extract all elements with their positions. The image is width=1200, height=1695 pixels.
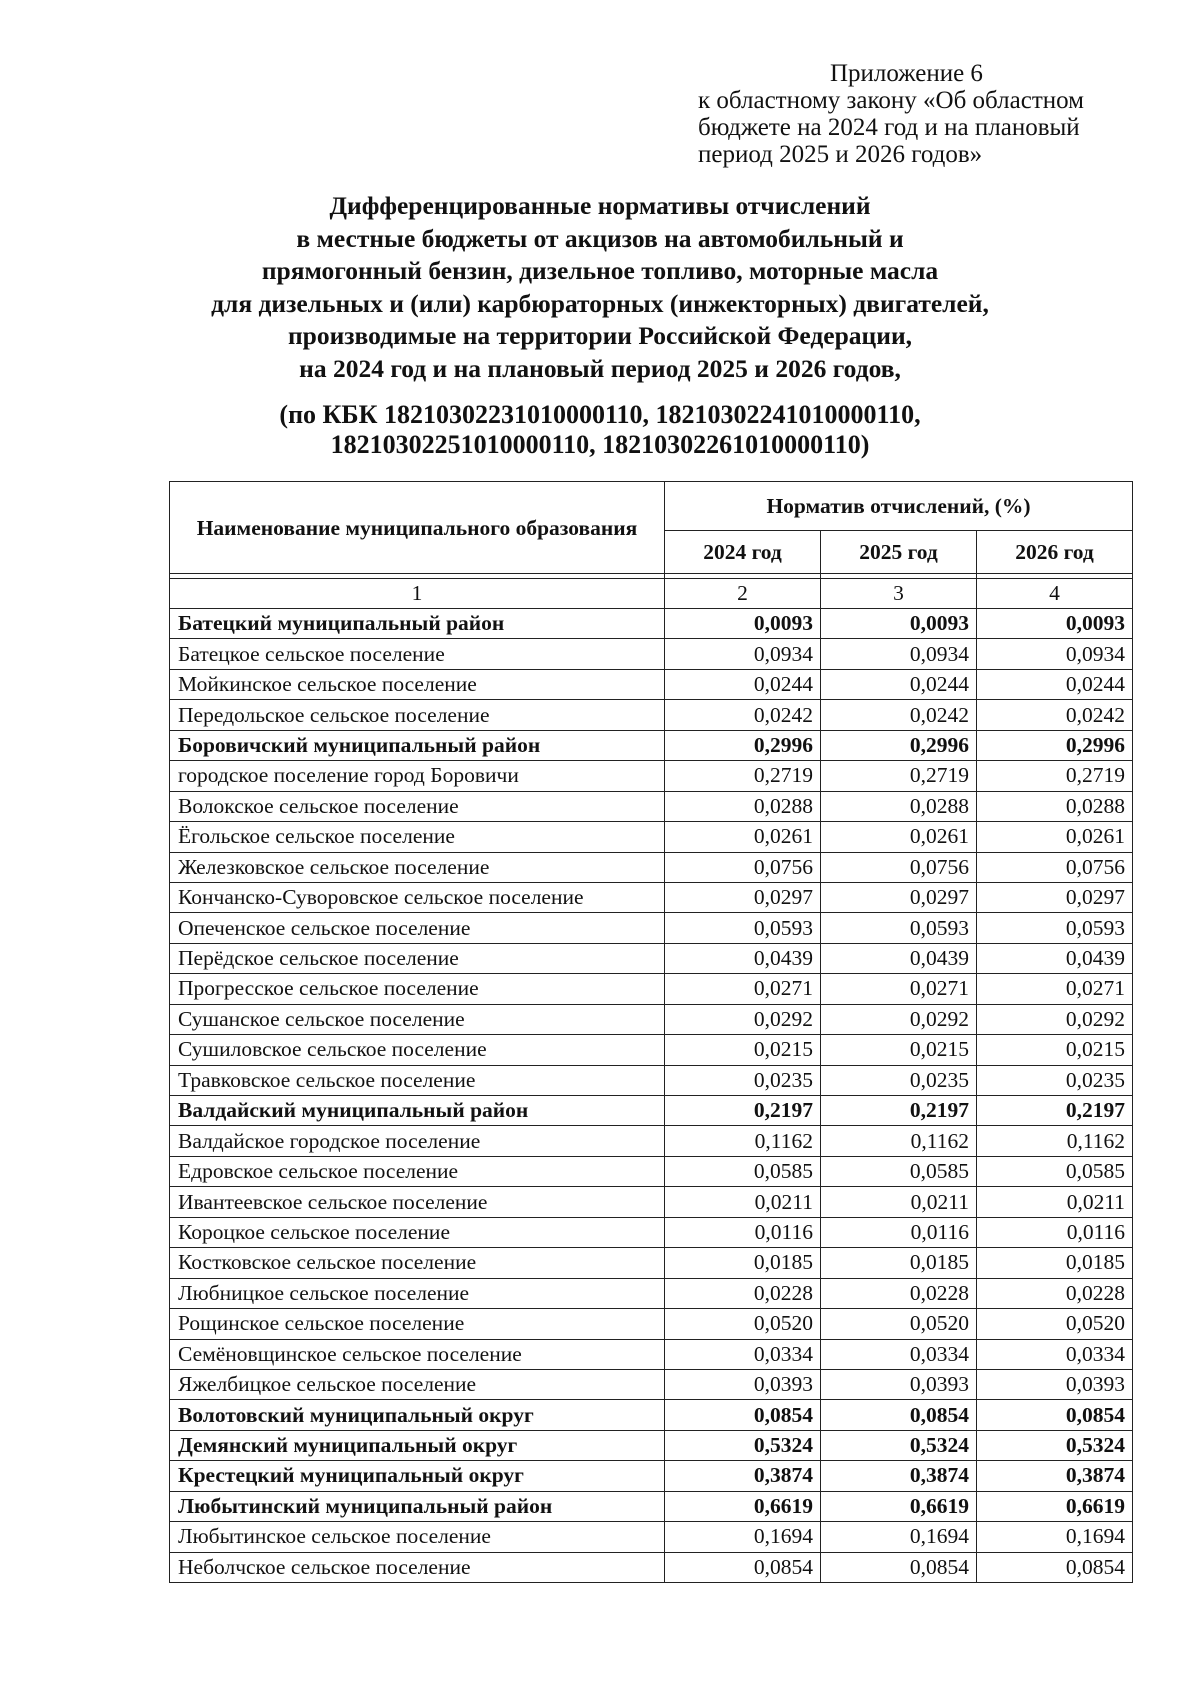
- norm-2026: 0,0288: [977, 791, 1133, 821]
- header-year: 2026 год: [977, 531, 1133, 574]
- municipality-name: Едровское сельское поселение: [170, 1156, 665, 1186]
- norm-2025: 0,0242: [821, 700, 977, 730]
- norm-2025: 0,0261: [821, 822, 977, 852]
- norm-2024: 0,0228: [665, 1278, 821, 1308]
- norm-2025: 0,0292: [821, 1004, 977, 1034]
- norm-2026: 0,0261: [977, 822, 1133, 852]
- kbk-line: 18210302251010000110, 18210302261010000110): [330, 430, 870, 459]
- norm-2026: 0,0593: [977, 913, 1133, 943]
- table-row: [170, 1004, 1133, 1034]
- municipality-name: Сушанское сельское поселение: [170, 1004, 665, 1034]
- table-row: [170, 761, 1133, 791]
- municipality-name: Передольское сельское поселение: [170, 700, 665, 730]
- norm-2025: 0,5324: [821, 1430, 977, 1460]
- norm-2024: 0,5324: [665, 1430, 821, 1460]
- norm-2024: 0,0439: [665, 943, 821, 973]
- norm-2024: 0,0934: [665, 639, 821, 669]
- norm-2025: 0,0288: [821, 791, 977, 821]
- municipality-name: Кончанско-Суворовское сельское поселение: [170, 882, 665, 912]
- norm-2026: 0,3874: [977, 1461, 1133, 1491]
- norm-2024: 0,0756: [665, 852, 821, 882]
- header-municipality: Наименование муниципального образования: [170, 482, 665, 574]
- municipality-name: Ёгольское сельское поселение: [170, 822, 665, 852]
- norm-2026: 0,1162: [977, 1126, 1133, 1156]
- municipality-name: Короцкое сельское поселение: [170, 1217, 665, 1247]
- norm-2024: 0,0211: [665, 1187, 821, 1217]
- municipality-name: городское поселение город Боровичи: [170, 761, 665, 791]
- norm-2026: 0,0520: [977, 1309, 1133, 1339]
- norm-2026: 0,0334: [977, 1339, 1133, 1369]
- table-row: [170, 609, 1133, 639]
- norm-2024: 0,0334: [665, 1339, 821, 1369]
- norm-2026: 0,0854: [977, 1552, 1133, 1582]
- norm-2026: 0,0271: [977, 974, 1133, 1004]
- municipality-name: Волотовский муниципальный округ: [170, 1400, 665, 1430]
- table-row: [170, 974, 1133, 1004]
- norm-2026: 0,0439: [977, 943, 1133, 973]
- title-line: на 2024 год и на плановый период 2025 и 2026 годов,: [299, 353, 901, 383]
- norm-2025: 0,0185: [821, 1248, 977, 1278]
- table-row: [170, 1156, 1133, 1186]
- municipality-name: Батецкое сельское поселение: [170, 639, 665, 669]
- norm-2025: 0,0093: [821, 609, 977, 639]
- table-row: [170, 882, 1133, 912]
- appendix-note: [698, 60, 1168, 168]
- norm-2026: 0,0228: [977, 1278, 1133, 1308]
- table-row: [170, 1461, 1133, 1491]
- norm-2026: 0,0934: [977, 639, 1133, 669]
- municipality-name: Волокское сельское поселение: [170, 791, 665, 821]
- norm-2024: 0,0520: [665, 1309, 821, 1339]
- norm-2026: 0,0297: [977, 882, 1133, 912]
- norm-2025: 0,0297: [821, 882, 977, 912]
- municipality-name: Мойкинское сельское поселение: [170, 669, 665, 699]
- header-year: 2024 год: [665, 531, 821, 574]
- norm-2024: 0,0854: [665, 1552, 821, 1582]
- document-title: [140, 190, 1060, 385]
- appendix-line: период 2025 и 2026 годов»: [698, 141, 983, 168]
- norm-2025: 0,0271: [821, 974, 977, 1004]
- norm-2025: 0,0934: [821, 639, 977, 669]
- norm-2025: 0,0116: [821, 1217, 977, 1247]
- norm-2025: 0,0756: [821, 852, 977, 882]
- norm-2024: 0,0854: [665, 1400, 821, 1430]
- municipality-name: Крестецкий муниципальный округ: [170, 1461, 665, 1491]
- norm-2024: 0,0271: [665, 974, 821, 1004]
- norm-2025: 0,0334: [821, 1339, 977, 1369]
- table-row: [170, 1278, 1133, 1308]
- table-row: [170, 943, 1133, 973]
- norm-2026: 0,2996: [977, 730, 1133, 760]
- norm-2026: 0,0585: [977, 1156, 1133, 1186]
- norm-2026: 0,5324: [977, 1430, 1133, 1460]
- norm-2024: 0,2197: [665, 1096, 821, 1126]
- norm-2026: 0,0393: [977, 1369, 1133, 1399]
- norm-2024: 0,0297: [665, 882, 821, 912]
- column-number: 2: [665, 579, 821, 609]
- municipality-name: Ивантеевское сельское поселение: [170, 1187, 665, 1217]
- norm-2026: 0,1694: [977, 1522, 1133, 1552]
- norm-2025: 0,0854: [821, 1552, 977, 1582]
- norm-2024: 0,0235: [665, 1065, 821, 1095]
- title-line: прямогонный бензин, дизельное топливо, моторные масла: [261, 256, 939, 285]
- column-number: 1: [170, 579, 665, 609]
- norm-2026: 0,0235: [977, 1065, 1133, 1095]
- municipality-name: Любытинское сельское поселение: [170, 1522, 665, 1552]
- norm-2025: 0,0520: [821, 1309, 977, 1339]
- table-row: [170, 700, 1133, 730]
- table-row: [170, 669, 1133, 699]
- table-row: [170, 852, 1133, 882]
- norm-2026: 0,0244: [977, 669, 1133, 699]
- norm-2024: 0,3874: [665, 1461, 821, 1491]
- table-row: [170, 822, 1133, 852]
- norm-2024: 0,0093: [665, 609, 821, 639]
- municipality-name: Демянский муниципальный округ: [170, 1430, 665, 1460]
- norm-2025: 0,2719: [821, 761, 977, 791]
- norms-table: [169, 481, 1133, 1583]
- norm-2024: 0,0288: [665, 791, 821, 821]
- table-row: [170, 1339, 1133, 1369]
- table-row: [170, 1217, 1133, 1247]
- table-row: [170, 1248, 1133, 1278]
- norm-2025: 0,0235: [821, 1065, 977, 1095]
- title-line: производимые на территории Российской Федерации,: [287, 321, 913, 350]
- norm-2026: 0,2197: [977, 1096, 1133, 1126]
- norm-2026: 0,0292: [977, 1004, 1133, 1034]
- municipality-name: Неболчское сельское поселение: [170, 1552, 665, 1582]
- municipality-name: Боровичский муниципальный район: [170, 730, 665, 760]
- municipality-name: Рощинское сельское поселение: [170, 1309, 665, 1339]
- norm-2024: 0,1694: [665, 1522, 821, 1552]
- municipality-name: Прогресское сельское поселение: [170, 974, 665, 1004]
- municipality-name: Железковское сельское поселение: [170, 852, 665, 882]
- norm-2026: 0,0211: [977, 1187, 1133, 1217]
- norm-2026: 0,2719: [977, 761, 1133, 791]
- norm-2025: 0,3874: [821, 1461, 977, 1491]
- column-number: 3: [821, 579, 977, 609]
- table-row: [170, 1065, 1133, 1095]
- norm-2024: 0,0215: [665, 1035, 821, 1065]
- table-row: [170, 1491, 1133, 1521]
- table-row: [170, 730, 1133, 760]
- appendix-line: бюджете на 2024 год и на плановый: [698, 114, 1080, 141]
- municipality-name: Сушиловское сельское поселение: [170, 1035, 665, 1065]
- norm-2026: 0,0854: [977, 1400, 1133, 1430]
- norm-2025: 0,0244: [821, 669, 977, 699]
- norm-2025: 0,0854: [821, 1400, 977, 1430]
- municipality-name: Травковское сельское поселение: [170, 1065, 665, 1095]
- table-row: [170, 1400, 1133, 1430]
- norm-2025: 0,0228: [821, 1278, 977, 1308]
- norm-2024: 0,2996: [665, 730, 821, 760]
- norm-2026: 0,0093: [977, 609, 1133, 639]
- municipality-name: Любытинский муниципальный район: [170, 1491, 665, 1521]
- appendix-line: Приложение 6: [830, 60, 983, 87]
- norm-2026: 0,6619: [977, 1491, 1133, 1521]
- norm-2025: 0,1162: [821, 1126, 977, 1156]
- norm-2026: 0,0215: [977, 1035, 1133, 1065]
- norm-2024: 0,0244: [665, 669, 821, 699]
- municipality-name: Костковское сельское поселение: [170, 1248, 665, 1278]
- norm-2024: 0,0393: [665, 1369, 821, 1399]
- column-number: 4: [977, 579, 1133, 609]
- table-row: [170, 639, 1133, 669]
- norm-2024: 0,6619: [665, 1491, 821, 1521]
- norm-2024: 0,0292: [665, 1004, 821, 1034]
- norm-2025: 0,0439: [821, 943, 977, 973]
- norm-2026: 0,0185: [977, 1248, 1133, 1278]
- norm-2025: 0,0593: [821, 913, 977, 943]
- header-norm: Норматив отчислений, (%): [665, 482, 1133, 531]
- norm-2024: 0,0242: [665, 700, 821, 730]
- title-line: в местные бюджеты от акцизов на автомобильный и: [296, 223, 904, 253]
- kbk-line: (по КБК 18210302231010000110, 18210302241010000110,: [279, 400, 921, 429]
- municipality-name: Перёдское сельское поселение: [170, 943, 665, 973]
- norm-2024: 0,0593: [665, 913, 821, 943]
- norm-2026: 0,0242: [977, 700, 1133, 730]
- norm-2026: 0,0756: [977, 852, 1133, 882]
- table-row: [170, 1096, 1133, 1126]
- municipality-name: Семёновщинское сельское поселение: [170, 1339, 665, 1369]
- municipality-name: Валдайское городское поселение: [170, 1126, 665, 1156]
- table-row: [170, 1126, 1133, 1156]
- norm-2025: 0,2197: [821, 1096, 977, 1126]
- norm-2025: 0,0211: [821, 1187, 977, 1217]
- norm-2024: 0,0116: [665, 1217, 821, 1247]
- norm-2025: 0,0585: [821, 1156, 977, 1186]
- norm-2024: 0,0185: [665, 1248, 821, 1278]
- table-row: [170, 1430, 1133, 1460]
- norm-2025: 0,0215: [821, 1035, 977, 1065]
- norm-2026: 0,0116: [977, 1217, 1133, 1247]
- appendix-line: к областному закону «Об областном: [698, 87, 1084, 114]
- table-row: [170, 1035, 1133, 1065]
- table-row: [170, 1552, 1133, 1582]
- municipality-name: Яжелбицкое сельское поселение: [170, 1369, 665, 1399]
- municipality-name: Любницкое сельское поселение: [170, 1278, 665, 1308]
- title-line: Дифференцированные нормативы отчислений: [329, 191, 871, 220]
- table-row: [170, 1309, 1133, 1339]
- norm-2025: 0,2996: [821, 730, 977, 760]
- norm-2024: 0,1162: [665, 1126, 821, 1156]
- norm-2025: 0,0393: [821, 1369, 977, 1399]
- header-year: 2025 год: [821, 531, 977, 574]
- norm-2024: 0,0261: [665, 822, 821, 852]
- kbk-codes: [140, 400, 1060, 460]
- municipality-name: Валдайский муниципальный район: [170, 1096, 665, 1126]
- norm-2025: 0,1694: [821, 1522, 977, 1552]
- norm-2025: 0,6619: [821, 1491, 977, 1521]
- table-row: [170, 791, 1133, 821]
- norm-2024: 0,2719: [665, 761, 821, 791]
- title-line: для дизельных и (или) карбюраторных (инжекторных) двигателей,: [211, 288, 989, 318]
- table-row: [170, 913, 1133, 943]
- municipality-name: Опеченское сельское поселение: [170, 913, 665, 943]
- table-row: [170, 1187, 1133, 1217]
- table-row: [170, 1522, 1133, 1552]
- table-row: [170, 1369, 1133, 1399]
- municipality-name: Батецкий муниципальный район: [170, 609, 665, 639]
- norm-2024: 0,0585: [665, 1156, 821, 1186]
